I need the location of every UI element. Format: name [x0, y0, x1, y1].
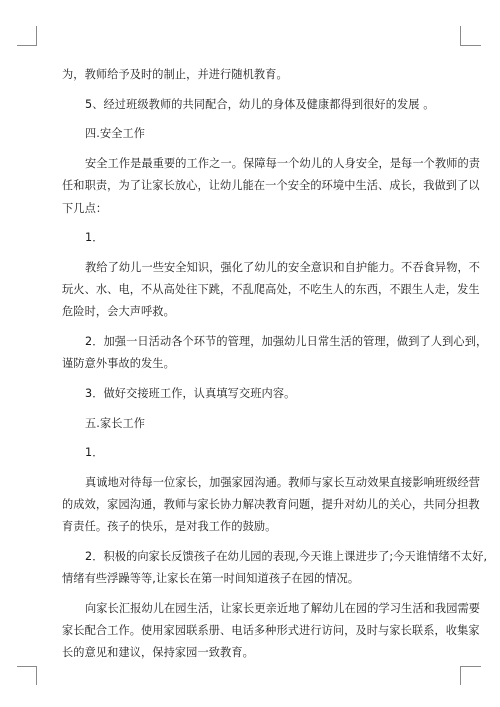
paragraph [62, 598, 481, 665]
paragraph [62, 383, 442, 405]
crop-mark-bottom-right [460, 666, 481, 667]
text-line: 1． [85, 231, 104, 245]
crop-mark-top-left [36, 26, 37, 45]
text-line: 下几点： [62, 201, 108, 215]
paragraph [62, 227, 442, 249]
crop-mark-bottom-right [460, 666, 461, 685]
paragraph [62, 64, 442, 86]
crop-mark-top-left [17, 45, 37, 46]
text-line: 四.安全工作 [85, 127, 146, 141]
text-line: 1． [85, 446, 104, 460]
paragraph [62, 257, 481, 324]
paragraph [62, 442, 442, 464]
paragraph [62, 94, 442, 116]
text-line: 向家长汇报幼儿在园生活，让家长更亲近地了解幼儿在园的学习生活和我园需要 [85, 602, 481, 616]
text-line: 2．积极的向家长反馈孩子在幼儿园的表现,今天谁上课进步了;今天谁情绪不太好, [85, 550, 488, 564]
text-line: 育责任。孩子的快乐，是对我工作的鼓励。 [62, 520, 277, 534]
text-line: 安全工作是最重要的工作之一。保障每一个幼儿的人身安全，是每一个教师的责 [85, 157, 481, 171]
paragraph [62, 546, 488, 590]
text-line: 任和职责，为了让家长放心，让幼儿能在一个安全的环境中生活、成长，我做到了以 [62, 179, 480, 193]
crop-mark-top-right [460, 45, 481, 46]
text-line: 2．加强一日活动各个环节的管理，加强幼儿日常生活的管理，做到了人到心到， [85, 335, 488, 349]
text-line: 谨防意外事故的发生。 [62, 357, 175, 371]
text-line: 长的意见和建议，保持家园一致教育。 [62, 646, 254, 660]
text-line: 危险时，会大声呼救。 [62, 305, 175, 319]
crop-mark-bottom-left [17, 666, 37, 667]
paragraph [62, 123, 442, 145]
text-line: 5、经过班级教师的共同配合，幼儿的身体及健康都得到很好的发展 。 [85, 97, 435, 111]
text-line: 五.家长工作 [85, 416, 146, 430]
paragraph [62, 153, 481, 220]
text-line: 3．做好交接班工作，认真填写交班内容。 [85, 386, 296, 400]
paragraph [62, 472, 481, 539]
text-line: 真诚地对待每一位家长，加强家园沟通。教师与家长互动效果直接影响班级经营 [85, 476, 481, 490]
text-line: 的成效，家园沟通，教师与家长协力解决教育问题，提升对幼儿的关心，共同分担教 [62, 498, 480, 512]
text-line: 为，教师给予及时的制止，并进行随机教育。 [62, 68, 288, 81]
text-line: 教给了幼儿一些安全知识，强化了幼儿的安全意识和自护能力。不吞食异物，不 [85, 260, 481, 274]
text-line: 玩火、水、电，不从高处往下跳，不乱爬高处，不吃生人的东西，不跟生人走，发生 [62, 283, 480, 297]
text-line: 情绪有些浮躁等等,让家长在第一时间知道孩子在园的情况。 [62, 572, 360, 586]
crop-mark-top-right [460, 26, 461, 45]
document-body [62, 64, 488, 665]
crop-mark-bottom-left [36, 666, 37, 685]
paragraph [62, 331, 488, 375]
paragraph [62, 413, 442, 435]
text-line: 家长配合工作。使用家园联系册、电话多种形式进行访问，及时与家长联系，收集家 [62, 624, 480, 638]
